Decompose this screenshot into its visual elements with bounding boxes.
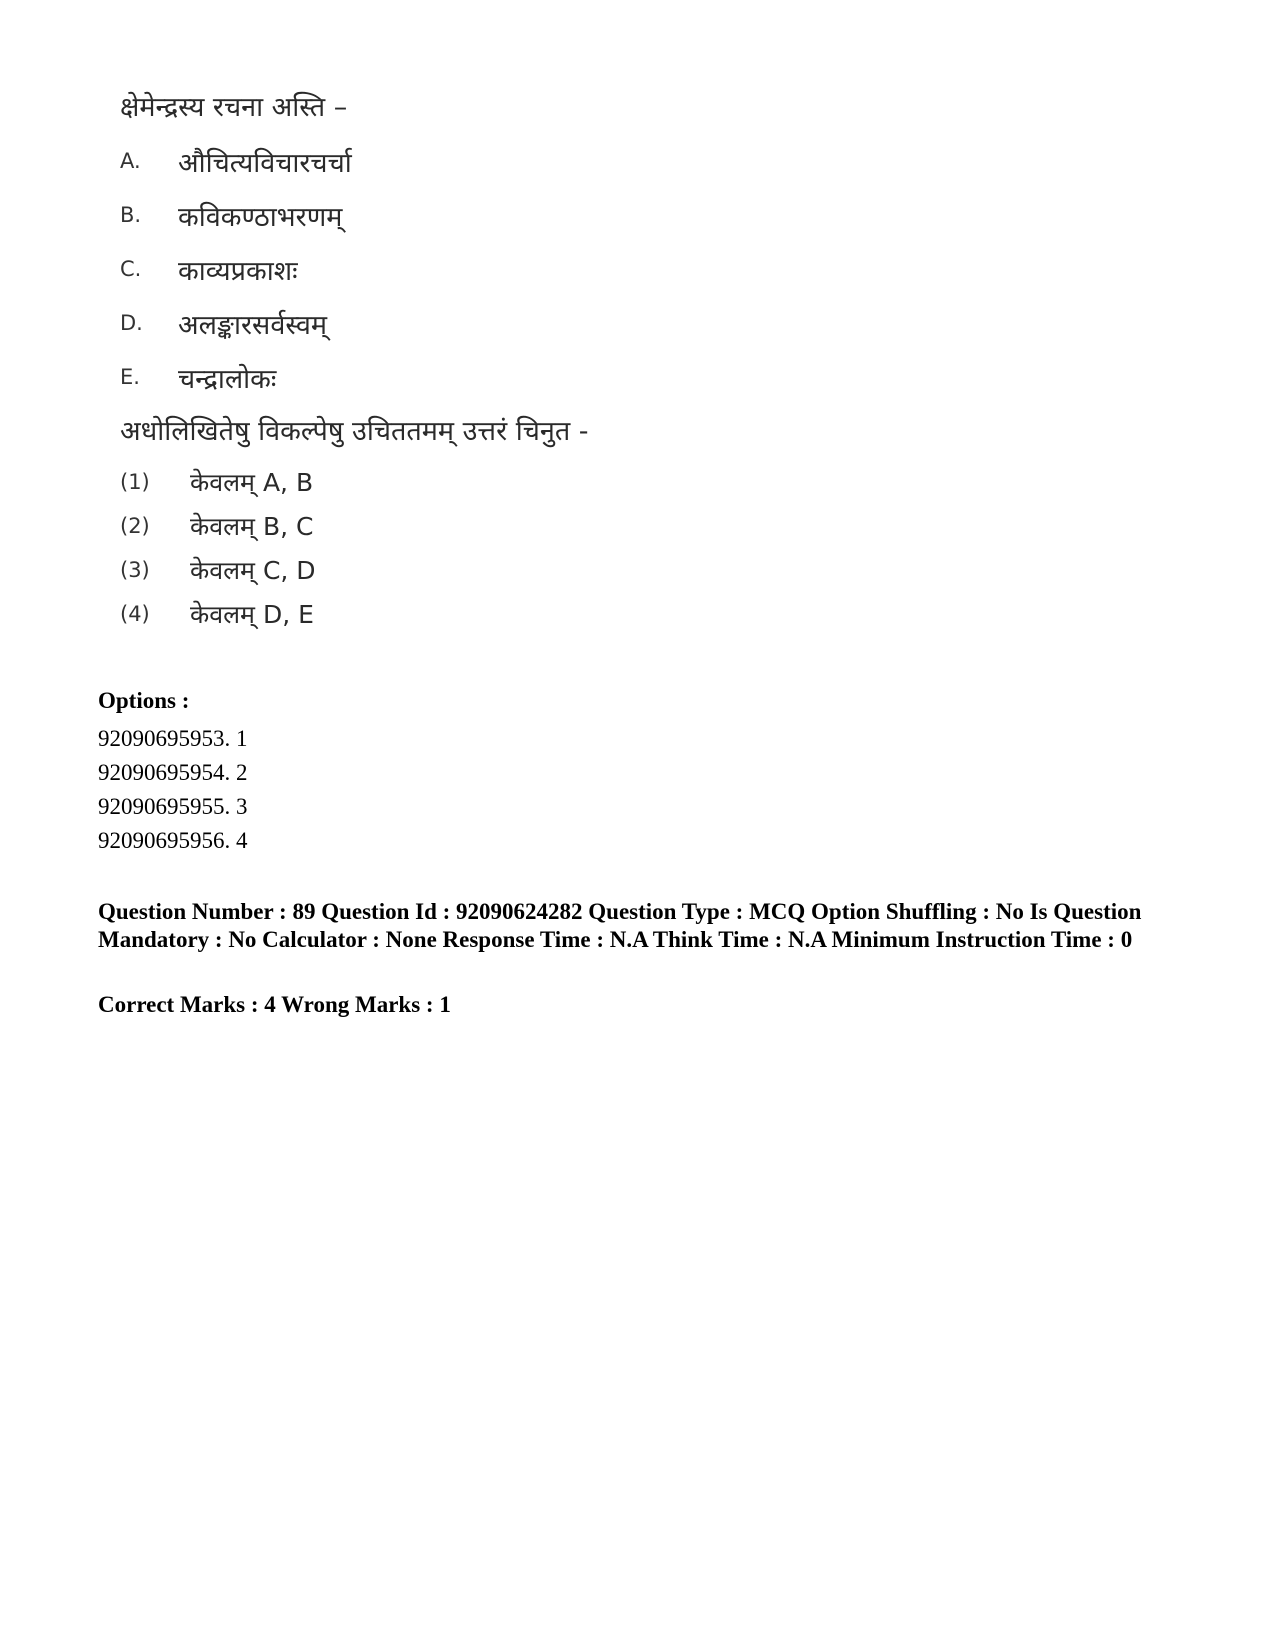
statement-letter: C. [120, 257, 142, 281]
statement-letter: D. [120, 311, 143, 335]
option-item: 92090695955. 3 [98, 794, 248, 819]
statement-d [120, 296, 820, 350]
statement-b [120, 188, 820, 242]
choice-text: केवलम् C, D [190, 556, 316, 585]
statement-text: चन्द्रालोकः [178, 363, 277, 395]
question-stem: क्षेमेन्द्रस्य रचना अस्ति – [120, 92, 348, 123]
choice-number: (3) [120, 558, 150, 582]
statement-text: कविकण्ठाभरणम् [178, 201, 343, 233]
option-item: 92090695953. 1 [98, 726, 248, 751]
option-item: 92090695956. 4 [98, 828, 248, 853]
statement-text: काव्यप्रकाशः [178, 255, 298, 287]
statement-text: अलङ्कारसर्वस्वम् [178, 309, 327, 341]
answer-instruction: अधोलिखितेषु विकल्पेषु उचिततमम् उत्तरं चिनुत - [120, 416, 589, 447]
choice-number: (4) [120, 602, 150, 626]
statement-letter: E. [120, 365, 140, 389]
statement-letter: B. [120, 203, 142, 227]
marks-info: Correct Marks : 4 Wrong Marks : 1 [98, 992, 451, 1017]
choice-4 [120, 592, 820, 636]
statement-e [120, 350, 820, 404]
question-image-block [120, 82, 820, 636]
statement-a [120, 134, 820, 188]
choice-number: (2) [120, 514, 150, 538]
choice-1 [120, 460, 820, 504]
statement-text: औचित्यविचारचर्चा [178, 147, 352, 179]
choice-text: केवलम् A, B [190, 468, 314, 497]
options-heading: Options : [98, 688, 190, 713]
question-info: Question Number : 89 Question Id : 92090624282 Question Type : MCQ Option Shuffling : No Is Question Mandatory : No Calculator : None Response Time : N.A Think Time : N.A Minimum Instruction Time : 0 [98, 899, 1142, 952]
choice-text: केवलम् D, E [190, 600, 314, 629]
choice-text: केवलम् B, C [190, 512, 314, 541]
choice-3 [120, 548, 820, 592]
statement-c [120, 242, 820, 296]
choice-number: (1) [120, 470, 150, 494]
options-list [98, 722, 248, 858]
statement-letter: A. [120, 149, 141, 173]
option-item: 92090695954. 2 [98, 760, 248, 785]
choice-2 [120, 504, 820, 548]
